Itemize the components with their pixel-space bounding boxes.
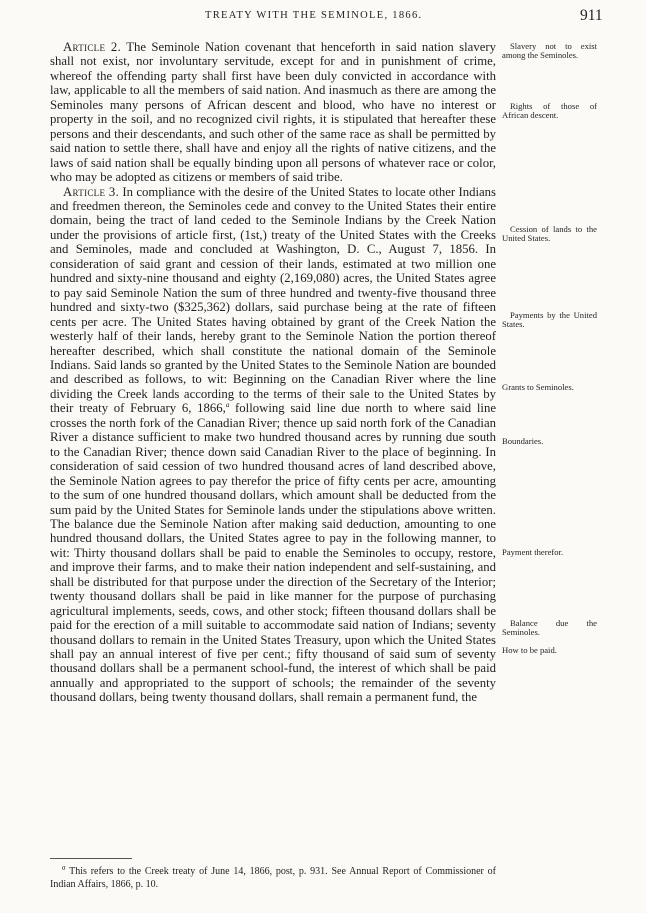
sidenote-payment-therefor: Payment therefor. [502, 547, 564, 557]
article-label: Article 2. [63, 40, 122, 54]
article-label: Article 3. [63, 184, 120, 199]
sidenote-payments: Payments by the United States. [502, 310, 597, 330]
footnote-reference: a [225, 401, 230, 410]
sidenote-how-paid: How to be paid. [502, 645, 557, 655]
article-text: In compliance with the desire of the United States to locate other Indians and freedmen thereon, the Seminoles cede and convey to the United States their entire domain, being the tract of land ceded to the Seminole Indians by the Creek Nation under the provisions of article first, (1st,) treaty of the United States with the Creeks and Seminoles, made and concluded at Washington, D. C., August 7, 1856. In consideration of said grant and cession of their lands, estimated at two million one hundred and sixty-nine thousand and eighty (2,169,080) acres, the United States agree to pay said Seminole Nation the sum of three hundred and twenty-five thousand three hundred and sixty-two ($325,362) dollars, said purchase being at the rate of fifteen cents per acre. The United States having obtained by grant of the Creek Nation the westerly half of their lands, hereby grant to the Seminole Nation the portion thereof hereafter described, which shall constitute the national domain of the Seminole Indians. Said lands so granted by the United States to the Seminole Nation are bounded and described as follows, to wit: Beginning on the Canadian River where the line dividing the Creek lands according to the terms of their sale to the United States by their treaty of February 6, 1866, [50, 184, 497, 416]
sidenote-slavery: Slavery not to exist among the Seminoles. [502, 41, 597, 61]
article-3 [50, 185, 496, 705]
footnote-divider [50, 858, 132, 859]
footnote-text: This refers to the Creek treaty of June 14, 1866, post, p. 931. See Annual Report of Commissioner of Indian Affairs, 1866, p. 10. [50, 866, 496, 890]
footnote-mark: a [62, 863, 66, 872]
page-number: 911 [580, 7, 603, 24]
page-header [0, 7, 646, 26]
footnote [50, 863, 496, 891]
article-text: The Seminole Nation covenant that henceforth in said nation slavery shall not exist, nor involuntary servitude, except for and in punishment of crime, whereof the offending party shall first have been duly convicted in accordance with law, applicable to all the members of said nation. And inasmuch as there are among the Seminoles many persons of African descent and blood, who have no interest or property in the soil, and no recognized civil rights, it is stipulated that hereafter these persons and their descendants, and such other of the same race as shall be permitted by said nation to settle there, shall have and enjoy all the rights of native citizens, and the laws of said nation shall be equally binding upon all persons of whatever race or color, who may be adopted as citizens or members of said tribe. [50, 40, 496, 185]
sidenote-balance-due: Balance due the Seminoles. [502, 618, 597, 638]
article-text-continued: following said line due north to where said line crosses the north fork of the Canadian River; thence up said north fork of the Canadian River a distance sufficient to make two hundred thousand acres by running due south to the Canadian River; thence down said Canadian River to the place of beginning. In consideration of said cession of two hundred thousand acres of land described above, the Seminole Nation agrees to pay therefor the price of fifty cents per acre, amounting to the sum of one hundred thousand dollars, which amount shall be deducted from the sum paid by the United States for Seminole lands under the stipulations above written. The balance due the Seminole Nation after making said deduction, amounting to one hundred thousand dollars, the United States agree to pay in the following manner, to wit: Thirty thousand dollars shall be paid to enable the Seminoles to occupy, restore, and improve their farms, and to make their nation independent and self-sustaining, and shall be distributed for that purpose under the direction of the Secretary of the Interior; twenty thousand dollars shall be paid in like manner for the purpose of purchasing agricultural implements, seeds, cows, and other stock; fifteen thousand dollars shall be paid for the erection of a mill suitable to accommodate said nation of Indians; seventy thousand dollars to remain in the United States Treasury, upon which the United States shall pay an annual interest of five per cent.; fifty thousand of said sum of seventy thousand dollars shall be a permanent school-fund, the interest of which shall be paid annually and appropriated to the support of schools; the remainder of the seventy thousand dollars, being twenty thousand dollars, shall remain a permanent fund, the [50, 401, 497, 705]
treaty-body [50, 40, 496, 705]
sidenote-boundaries: Boundaries. [502, 436, 544, 446]
running-head: TREATY WITH THE SEMINOLE, 1866. [205, 10, 423, 21]
article-2 [50, 40, 496, 185]
sidenote-grants: Grants to Seminoles. [502, 382, 574, 392]
sidenote-african-descent: Rights of those of African descent. [502, 101, 597, 121]
sidenote-cession: Cession of lands to the United States. [502, 224, 597, 244]
